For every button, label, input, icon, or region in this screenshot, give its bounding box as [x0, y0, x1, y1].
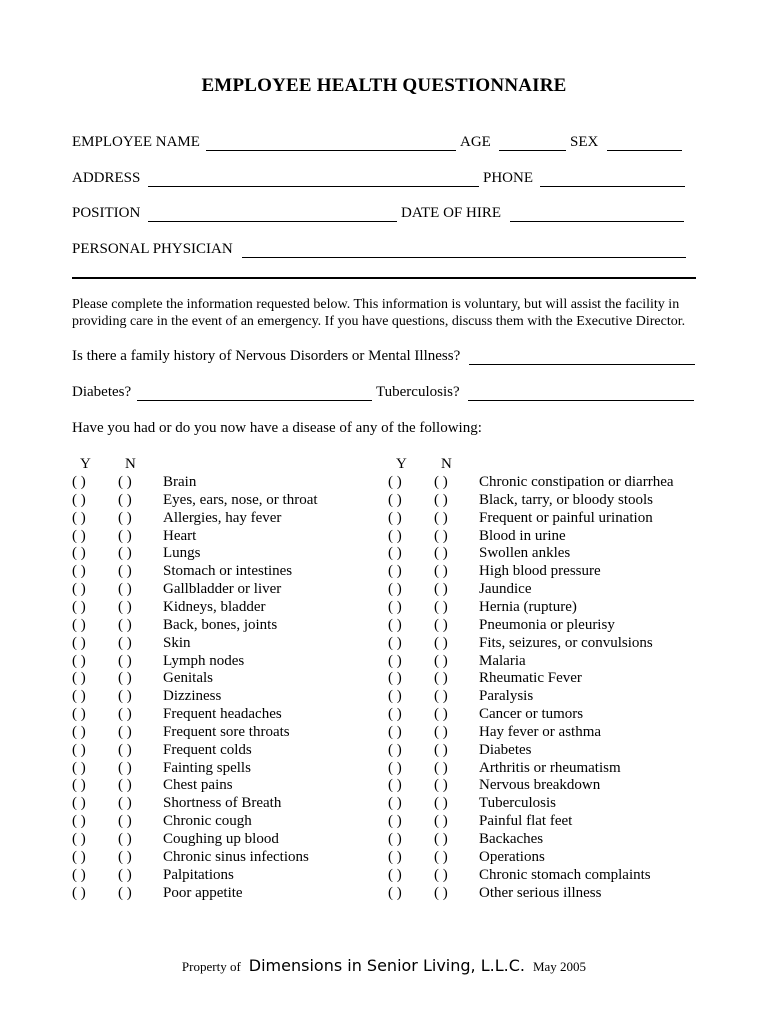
no-checkbox[interactable]: ( ) [434, 545, 448, 562]
yes-checkbox[interactable]: ( ) [72, 813, 86, 830]
no-checkbox[interactable]: ( ) [434, 563, 448, 580]
footer-property-of: Property of [181, 959, 241, 974]
no-checkbox[interactable]: ( ) [434, 777, 448, 794]
no-checkbox[interactable]: ( ) [434, 670, 448, 687]
condition-label: Genitals [163, 670, 213, 687]
yes-checkbox[interactable]: ( ) [388, 563, 402, 580]
condition-label: Fainting spells [163, 759, 251, 776]
phone-label: PHONE [483, 170, 534, 186]
no-checkbox[interactable]: ( ) [434, 723, 448, 740]
no-checkbox[interactable]: ( ) [434, 866, 448, 883]
personal-physician-label: PERSONAL PHYSICIAN [72, 241, 233, 257]
no-checkbox[interactable]: ( ) [434, 491, 448, 508]
family-history-question: Is there a family history of Nervous Disorders or Mental Illness? [72, 348, 461, 364]
condition-label: Swollen ankles [479, 545, 571, 562]
instructions-line-1: Please complete the information requested below. This information is voluntary, but will assist the facility in [72, 297, 680, 312]
no-checkbox[interactable]: ( ) [118, 866, 132, 883]
condition-label: Shortness of Breath [163, 795, 282, 812]
condition-label: Frequent colds [163, 741, 252, 758]
no-checkbox[interactable]: ( ) [118, 634, 132, 651]
no-checkbox[interactable]: ( ) [118, 759, 132, 776]
condition-label: Dizziness [163, 688, 222, 705]
no-checkbox[interactable]: ( ) [118, 831, 132, 847]
age-field[interactable] [499, 150, 566, 151]
disease-prompt: Have you had or do you now have a disease of any of the following: [72, 420, 482, 436]
yes-checkbox[interactable]: ( ) [388, 706, 402, 723]
condition-label: Paralysis [479, 688, 534, 705]
footer [0, 956, 768, 976]
no-checkbox[interactable]: ( ) [434, 813, 448, 830]
no-checkbox[interactable]: ( ) [118, 884, 132, 901]
condition-label: Eyes, ears, nose, or throat [163, 491, 318, 508]
position-field[interactable] [148, 221, 397, 222]
condition-label: Diabetes [479, 741, 532, 758]
no-checkbox[interactable]: ( ) [434, 509, 448, 526]
condition-label: Skin [163, 634, 191, 651]
tuberculosis-field[interactable] [468, 400, 694, 401]
yes-checkbox[interactable]: ( ) [72, 616, 86, 633]
no-checkbox[interactable]: ( ) [118, 491, 132, 508]
no-checkbox[interactable]: ( ) [118, 474, 132, 490]
page-title: EMPLOYEE HEALTH QUESTIONNAIRE [201, 75, 567, 96]
no-checkbox[interactable]: ( ) [434, 652, 448, 669]
condition-label: Brain [163, 474, 197, 490]
no-checkbox[interactable]: ( ) [118, 509, 132, 526]
condition-label: Chest pains [163, 777, 233, 794]
condition-label: Stomach or intestines [163, 563, 293, 580]
no-checkbox[interactable]: ( ) [434, 706, 448, 723]
yes-checkbox[interactable]: ( ) [72, 706, 86, 723]
yes-checkbox[interactable]: ( ) [72, 527, 86, 544]
condition-label: Other serious illness [479, 884, 602, 901]
no-checkbox[interactable]: ( ) [118, 813, 132, 830]
condition-label: Kidneys, bladder [163, 598, 266, 615]
condition-label: Painful flat feet [479, 813, 573, 830]
yes-checkbox[interactable]: ( ) [72, 777, 86, 794]
condition-label: Gallbladder or liver [163, 581, 282, 598]
condition-label: Tuberculosis [479, 795, 556, 812]
yes-checkbox[interactable]: ( ) [388, 616, 402, 633]
condition-label: Coughing up blood [163, 831, 279, 847]
sex-label: SEX [570, 134, 599, 150]
condition-label: Chronic sinus infections [163, 848, 309, 865]
condition-label: Hay fever or asthma [479, 723, 602, 740]
no-checkbox[interactable]: ( ) [434, 688, 448, 705]
yes-checkbox[interactable]: ( ) [388, 884, 402, 901]
yes-checkbox[interactable]: ( ) [388, 848, 402, 865]
condition-label: Lymph nodes [163, 652, 245, 669]
no-checkbox[interactable]: ( ) [434, 759, 448, 776]
no-checkbox[interactable]: ( ) [118, 723, 132, 740]
condition-label: Frequent sore throats [163, 723, 290, 740]
no-checkbox[interactable]: ( ) [118, 706, 132, 723]
instructions-line-2: providing care in the event of an emergency. If you have questions, discuss them with the Executive Director. [72, 314, 686, 329]
yes-checkbox[interactable]: ( ) [72, 509, 86, 526]
condition-label: Heart [163, 527, 197, 544]
yes-checkbox[interactable]: ( ) [72, 474, 86, 490]
condition-label: High blood pressure [479, 563, 601, 580]
no-checkbox[interactable]: ( ) [118, 741, 132, 758]
family-history-field[interactable] [469, 364, 695, 365]
yes-checkbox[interactable]: ( ) [388, 527, 402, 544]
yes-checkbox[interactable]: ( ) [72, 581, 86, 598]
no-checkbox[interactable]: ( ) [434, 741, 448, 758]
condition-label: Cancer or tumors [479, 706, 584, 723]
date-of-hire-label: DATE OF HIRE [401, 205, 501, 221]
yes-checkbox[interactable]: ( ) [72, 545, 86, 562]
yes-checkbox[interactable]: ( ) [72, 848, 86, 865]
yes-checkbox[interactable]: ( ) [72, 491, 86, 508]
no-checkbox[interactable]: ( ) [434, 581, 448, 598]
section-divider [72, 277, 696, 279]
no-checkbox[interactable]: ( ) [118, 777, 132, 794]
yes-checkbox[interactable]: ( ) [72, 688, 86, 705]
no-checkbox[interactable]: ( ) [118, 795, 132, 812]
yes-checkbox[interactable]: ( ) [72, 741, 86, 758]
condition-label: Malaria [479, 652, 526, 669]
no-checkbox[interactable]: ( ) [118, 848, 132, 865]
left-no-header: N [125, 456, 136, 472]
no-checkbox[interactable]: ( ) [434, 831, 448, 847]
yes-checkbox[interactable]: ( ) [388, 866, 402, 883]
yes-checkbox[interactable]: ( ) [388, 509, 402, 526]
yes-checkbox[interactable]: ( ) [388, 545, 402, 562]
yes-checkbox[interactable]: ( ) [388, 581, 402, 598]
footer-company: Dimensions in Senior Living, L.L.C. [248, 956, 525, 975]
yes-checkbox[interactable]: ( ) [388, 670, 402, 687]
diabetes-question: Diabetes? [72, 384, 132, 400]
condition-label: Jaundice [479, 581, 532, 598]
personal-physician-field[interactable] [242, 257, 686, 258]
no-checkbox[interactable]: ( ) [434, 795, 448, 812]
condition-label: Arthritis or rheumatism [479, 759, 621, 776]
yes-checkbox[interactable]: ( ) [388, 813, 402, 830]
diabetes-field[interactable] [137, 400, 372, 401]
condition-label: Backaches [479, 831, 544, 847]
yes-checkbox[interactable]: ( ) [388, 652, 402, 669]
yes-checkbox[interactable]: ( ) [72, 866, 86, 883]
yes-checkbox[interactable]: ( ) [72, 884, 86, 901]
yes-checkbox[interactable]: ( ) [388, 759, 402, 776]
condition-label: Hernia (rupture) [479, 598, 577, 615]
yes-checkbox[interactable]: ( ) [388, 491, 402, 508]
condition-label: Nervous breakdown [479, 777, 601, 794]
no-checkbox[interactable]: ( ) [434, 848, 448, 865]
tuberculosis-question: Tuberculosis? [376, 384, 460, 400]
no-checkbox[interactable]: ( ) [434, 634, 448, 651]
sex-field[interactable] [607, 150, 682, 151]
no-checkbox[interactable]: ( ) [118, 652, 132, 669]
no-checkbox[interactable]: ( ) [434, 598, 448, 615]
no-checkbox[interactable]: ( ) [118, 563, 132, 580]
condition-label: Fits, seizures, or convulsions [479, 634, 653, 651]
condition-label: Frequent or painful urination [479, 509, 653, 526]
condition-label: Rheumatic Fever [479, 670, 582, 687]
employee-name-field[interactable] [206, 150, 456, 151]
right-yes-header: Y [396, 456, 407, 472]
no-checkbox[interactable]: ( ) [118, 527, 132, 544]
condition-label: Black, tarry, or bloody stools [479, 491, 654, 508]
no-checkbox[interactable]: ( ) [434, 884, 448, 901]
yes-checkbox[interactable]: ( ) [388, 634, 402, 651]
yes-checkbox[interactable]: ( ) [72, 795, 86, 812]
yes-checkbox[interactable]: ( ) [72, 759, 86, 776]
yes-checkbox[interactable]: ( ) [72, 670, 86, 687]
condition-label: Chronic cough [163, 813, 252, 830]
yes-checkbox[interactable]: ( ) [388, 474, 402, 490]
condition-label: Frequent headaches [163, 706, 282, 723]
yes-checkbox[interactable]: ( ) [72, 634, 86, 651]
address-label: ADDRESS [72, 170, 141, 186]
condition-label: Blood in urine [479, 527, 566, 544]
no-checkbox[interactable]: ( ) [118, 581, 132, 598]
condition-label: Pneumonia or pleurisy [479, 616, 615, 633]
condition-label: Operations [479, 848, 545, 865]
employee-name-label: EMPLOYEE NAME [72, 134, 200, 150]
yes-checkbox[interactable]: ( ) [72, 563, 86, 580]
yes-checkbox[interactable]: ( ) [388, 741, 402, 758]
phone-field[interactable] [540, 186, 685, 187]
no-checkbox[interactable]: ( ) [434, 474, 448, 490]
yes-checkbox[interactable]: ( ) [388, 795, 402, 812]
footer-date: May 2005 [532, 959, 587, 974]
no-checkbox[interactable]: ( ) [118, 670, 132, 687]
right-no-header: N [441, 456, 452, 472]
left-yes-header: Y [80, 456, 91, 472]
position-label: POSITION [72, 205, 141, 221]
yes-checkbox[interactable]: ( ) [72, 652, 86, 669]
no-checkbox[interactable]: ( ) [434, 616, 448, 633]
yes-checkbox[interactable]: ( ) [388, 777, 402, 794]
condition-label: Lungs [163, 545, 201, 562]
address-field[interactable] [148, 186, 479, 187]
yes-checkbox[interactable]: ( ) [388, 598, 402, 615]
yes-checkbox[interactable]: ( ) [72, 723, 86, 740]
condition-label: Chronic constipation or diarrhea [479, 474, 674, 490]
condition-label: Back, bones, joints [163, 616, 278, 633]
no-checkbox[interactable]: ( ) [118, 688, 132, 705]
yes-checkbox[interactable]: ( ) [72, 831, 86, 847]
no-checkbox[interactable]: ( ) [118, 545, 132, 562]
no-checkbox[interactable]: ( ) [434, 527, 448, 544]
date-of-hire-field[interactable] [510, 221, 684, 222]
yes-checkbox[interactable]: ( ) [388, 831, 402, 847]
no-checkbox[interactable]: ( ) [118, 598, 132, 615]
no-checkbox[interactable]: ( ) [118, 616, 132, 633]
condition-label: Chronic stomach complaints [479, 866, 651, 883]
yes-checkbox[interactable]: ( ) [388, 688, 402, 705]
condition-label: Poor appetite [163, 884, 243, 901]
age-label: AGE [460, 134, 491, 150]
condition-label: Palpitations [163, 866, 234, 883]
yes-checkbox[interactable]: ( ) [388, 723, 402, 740]
condition-label: Allergies, hay fever [163, 509, 282, 526]
yes-checkbox[interactable]: ( ) [72, 598, 86, 615]
